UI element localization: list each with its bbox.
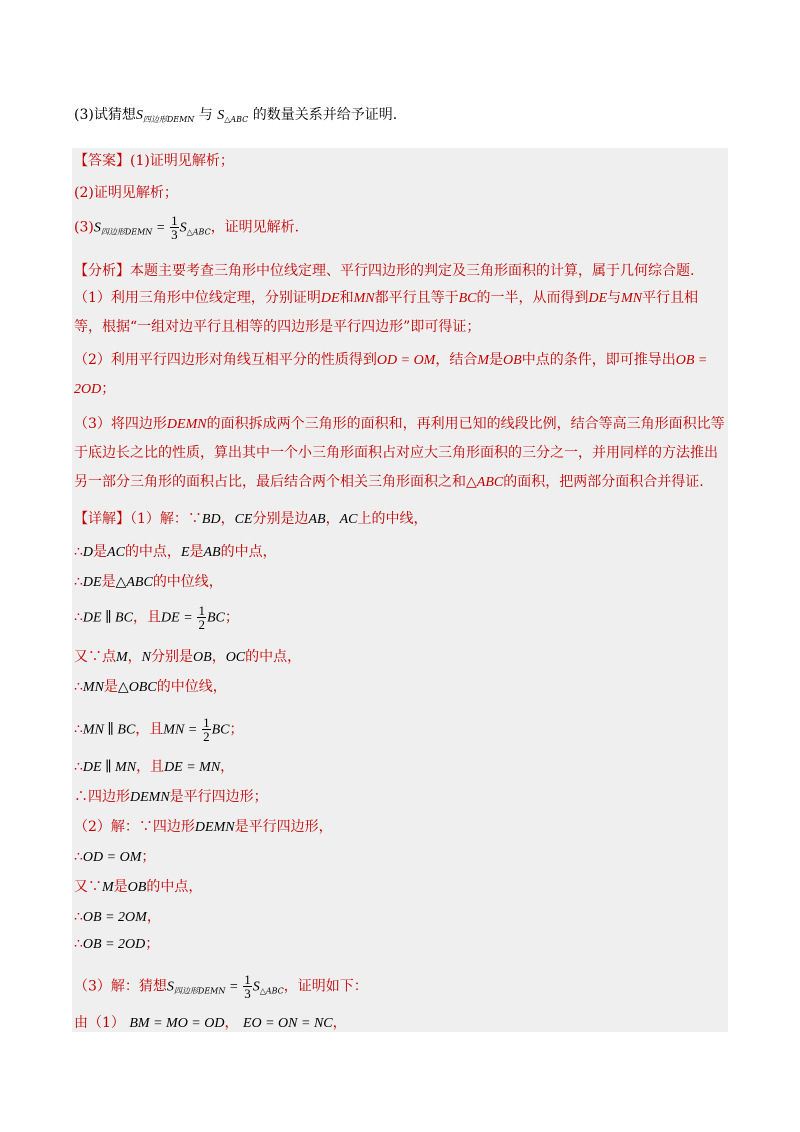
therefore-sign: ∴ <box>74 574 83 590</box>
therefore-sign: ∴ <box>74 679 83 695</box>
text: 是平行四边形， <box>234 819 333 835</box>
equals-sign: = <box>188 722 197 738</box>
area-subscript: 四边形DEMN <box>100 227 153 237</box>
area-subscript-2: △ABC <box>224 115 249 124</box>
text: （1）利用三角形中位线定理，分别证明 <box>74 290 321 306</box>
math-BC: BC <box>211 722 230 738</box>
text: 分别是 <box>151 649 194 665</box>
analysis-part-3 <box>74 410 726 497</box>
math-OC: OC <box>225 650 246 665</box>
math-OB: OB <box>127 880 147 895</box>
text: ； <box>229 721 244 738</box>
area-subscript-2: △ABC <box>259 986 284 996</box>
math-DEMN: DEMN <box>130 790 170 805</box>
math-eq: OB = 2OD <box>74 353 708 397</box>
therefore-sign: ∴ <box>74 849 83 865</box>
text: ； <box>224 609 239 626</box>
text: 是 <box>189 544 204 560</box>
text: 都平行且等于 <box>374 290 459 306</box>
detail-line-14 <box>74 933 726 956</box>
text: ， <box>220 759 235 775</box>
text: 是 <box>101 574 116 590</box>
math-MN: MN <box>82 680 104 695</box>
equals-sign: = <box>184 610 192 626</box>
math-BC: BC <box>458 291 477 306</box>
text: ， <box>127 649 142 665</box>
text: 是 <box>113 879 128 895</box>
therefore-sign: ∴ <box>74 909 83 925</box>
answer-2: (2)证明见解析； <box>74 185 178 201</box>
math-OB: OB <box>503 353 522 368</box>
text: 上的中线， <box>357 511 428 527</box>
fraction-denominator: 3 <box>244 986 251 1001</box>
area-symbol-2: S <box>252 979 260 995</box>
detail-line-8 <box>74 756 726 779</box>
text: 和 <box>339 290 354 306</box>
text: ， <box>332 1015 347 1031</box>
detail-line-1 <box>74 508 726 531</box>
math-AB: AB <box>308 512 326 527</box>
therefore-sign: ∴ <box>74 721 83 738</box>
detail-line-10 <box>74 816 726 839</box>
detail-line-13 <box>74 906 726 929</box>
text: 是平行四边形； <box>169 789 268 805</box>
text: 是 <box>489 352 504 368</box>
fraction-one-third <box>170 214 179 241</box>
text: 分别是边 <box>252 511 309 527</box>
answer-1: (1)证明见解析； <box>130 153 234 169</box>
detail-line-15 <box>74 973 726 1003</box>
text: 的中点， <box>146 879 203 895</box>
math-eq: OB = 2OD <box>82 937 146 952</box>
text: 的中点， <box>245 649 302 665</box>
analysis-part-2 <box>74 346 726 404</box>
text: 又∵ <box>74 879 102 895</box>
text: ，且 <box>135 721 164 738</box>
math-DEMN: DEMN <box>194 820 235 835</box>
math-BC: BC <box>206 610 225 626</box>
analysis-intro-text: 本题主要考查三角形中位线定理、平行四边形的判定及三角形面积的计算，属于几何综合题. <box>130 263 695 279</box>
fraction-numerator: 1 <box>198 603 205 618</box>
math-DEMN: DEMN <box>166 417 207 432</box>
math-E: E <box>180 545 190 560</box>
fraction-numerator: 1 <box>171 213 178 228</box>
answer-3-tail: ，证明见解析. <box>210 219 300 236</box>
math-DE: DE <box>320 291 340 306</box>
text: 的中位线， <box>156 679 227 695</box>
text: 的中位线， <box>152 574 223 590</box>
math-AC: AC <box>107 545 125 560</box>
math-eq: DE = MN <box>164 760 221 775</box>
detail-line-11 <box>74 846 726 869</box>
analysis-bracket: 【分析】 <box>74 263 130 279</box>
text: ，结合 <box>435 352 478 368</box>
text: 又∵点 <box>74 649 116 665</box>
text: 的面积，把两部分面积合并得证. <box>503 474 704 490</box>
math-AB: AB <box>203 545 221 560</box>
detail-line-9 <box>74 786 726 809</box>
detail-line-7 <box>74 716 726 743</box>
area-subscript-2: △ABC <box>186 227 211 237</box>
therefore-sign: ∴ <box>74 609 83 626</box>
area-subscript: 四边形DEMN <box>173 986 226 996</box>
math-MN: MN <box>621 291 643 306</box>
text: ， <box>146 909 161 925</box>
detail-line-3 <box>74 571 726 594</box>
therefore-sign: ∴ <box>74 936 83 952</box>
math-eq: OB = 2OM <box>82 910 147 925</box>
text: 的中点， <box>220 544 277 560</box>
math-MN: MN <box>163 722 185 738</box>
text: （2）解：∵四边形 <box>74 819 195 835</box>
fraction-denominator: 3 <box>171 227 178 242</box>
detail-bracket: 【详解】 <box>74 511 130 527</box>
area-symbol: S <box>166 979 174 995</box>
fraction-denominator: 2 <box>198 617 205 632</box>
equals-sign: = <box>229 979 238 995</box>
area-symbol-2: S <box>179 220 187 236</box>
area-subscript: 四边形DEMN <box>142 115 195 124</box>
fraction-one-half <box>197 604 206 631</box>
math-MN: MN <box>353 291 375 306</box>
math-eq: BM = MO = OD <box>129 1016 225 1031</box>
math-OB: OB <box>193 650 212 665</box>
math-DE: DE <box>588 291 608 306</box>
text: ； <box>145 936 160 952</box>
therefore-sign: ∴ <box>74 759 83 775</box>
text: （3）将四边形 <box>74 416 167 432</box>
therefore-sign: ∴ <box>74 544 83 560</box>
text: 与 <box>607 290 622 306</box>
text: ； <box>141 849 156 865</box>
math-N: N <box>141 650 152 665</box>
text: ，且 <box>136 759 165 775</box>
math-CE: CE <box>234 512 253 527</box>
fraction-one-half <box>202 716 211 743</box>
fraction-one-third <box>243 973 252 1000</box>
math-D: D <box>82 545 94 560</box>
text: 的面积拆成两个三角形的面积和，再利用已知的线段比例，结合等高三角形面积比等于底边长之比的性质，算出其中一个小三角形面积占对应大三角形面积的三分之一，并用同样的方法推出另一部分三角形的面积占比，最后结合两个相关三角形面积之和 <box>74 416 725 490</box>
detail-line-6 <box>74 676 726 699</box>
answer-line-1 <box>74 150 726 172</box>
math-M: M <box>102 880 114 895</box>
area-symbol: S <box>93 220 101 236</box>
math-BD: BD <box>201 512 221 527</box>
math-M: M <box>477 353 490 368</box>
answer-3-number: (3) <box>74 219 94 236</box>
math-ABC: △ABC <box>466 475 504 490</box>
analysis-intro <box>74 260 726 282</box>
area-symbol: S <box>135 108 143 123</box>
text: 是 <box>103 679 118 695</box>
area-symbol-2: S <box>217 108 225 123</box>
math-DE: DE <box>82 575 102 590</box>
text: 平行且相等，根据“一组对边平行且相等的四边形是平行四边形”即可得证； <box>74 290 699 335</box>
text: （1）解：∵ <box>130 511 202 527</box>
equals-sign: = <box>156 220 165 236</box>
answer-line-3 <box>74 214 726 244</box>
math-OBC: △OBC <box>117 680 157 695</box>
question-number: (3) <box>74 107 94 123</box>
answer-bracket: 【答案】 <box>74 153 130 169</box>
text: 中点的条件，即可推导出 <box>521 352 676 368</box>
fraction-numerator: 1 <box>244 972 251 987</box>
question-text-2: 与 <box>198 107 213 123</box>
math-eq: EO = ON = NC <box>242 1016 333 1031</box>
math-parallel: MN ∥ BC <box>82 722 136 738</box>
math-eq: OD = OM <box>82 850 142 865</box>
text: （3）解：猜想 <box>74 978 167 995</box>
math-M: M <box>116 650 128 665</box>
text: 的一半，从而得到 <box>476 290 589 306</box>
question-3 <box>74 102 734 128</box>
math-ABC: △ABC <box>115 575 153 590</box>
text: （2）利用平行四边形对角线互相平分的性质得到 <box>74 352 377 368</box>
fraction-denominator: 2 <box>203 729 210 744</box>
math-DE: DE <box>160 610 180 626</box>
fraction-numerator: 1 <box>203 715 210 730</box>
text: 由（1） <box>74 1015 125 1031</box>
text: ； <box>101 381 116 397</box>
question-text-3: 的数量关系并给予证明. <box>252 107 398 123</box>
question-text-1: 试猜想 <box>93 107 136 123</box>
text: ，且 <box>132 609 161 626</box>
text: 的中点， <box>124 544 181 560</box>
analysis-part-1 <box>74 284 726 342</box>
detail-line-5 <box>74 646 726 669</box>
text: 是 <box>93 544 108 560</box>
text: ， <box>211 649 226 665</box>
detail-line-16 <box>74 1012 726 1035</box>
math-AC: AC <box>339 512 358 527</box>
math-parallel: DE ∥ MN <box>82 760 137 775</box>
detail-line-4 <box>74 604 726 631</box>
text: ，证明如下： <box>283 978 368 995</box>
text: ， <box>325 511 340 527</box>
detail-line-2 <box>74 541 726 564</box>
math-parallel: DE ∥ BC <box>82 610 133 626</box>
text: ， <box>224 1015 239 1031</box>
math-eq: OD = OM <box>376 353 436 368</box>
text: ， <box>220 511 235 527</box>
text: ∴四边形 <box>74 789 130 805</box>
answer-line-2 <box>74 182 726 204</box>
detail-line-12 <box>74 876 726 899</box>
